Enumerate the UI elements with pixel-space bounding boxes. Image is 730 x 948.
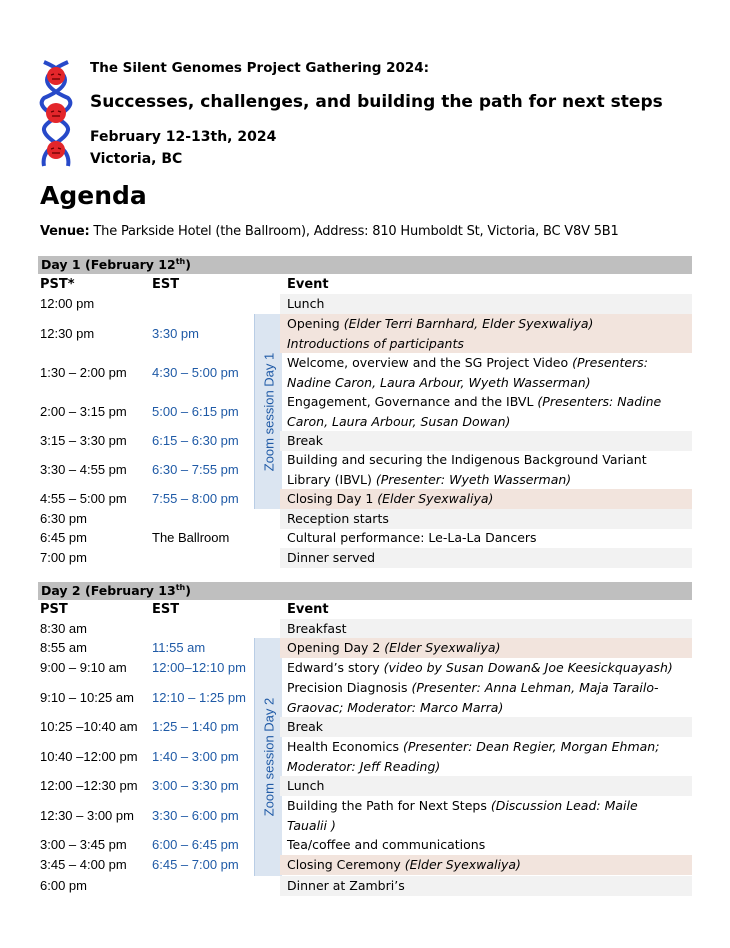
event-detail: (video by Susan Dowan& Joe Keesickquayash) — [383, 660, 673, 675]
event-text: Cultural performance: Le-La-La Dancers — [287, 530, 537, 545]
gathering-subtitle: Successes, challenges, and building the path for next steps — [90, 92, 663, 112]
event-detail: (Presenter: Dean Regier, Morgan Ehman; — [403, 739, 660, 754]
event-line — [287, 737, 692, 757]
event-text: Reception starts — [287, 511, 389, 526]
event-detail: (Presenter: Anna Lehman, Maja Tarailo- — [411, 680, 659, 695]
day2-row-pst: 10:25 –10:40 am — [40, 719, 138, 734]
event-line — [287, 334, 692, 354]
event-detail: (Elder Syexwaliya) — [404, 857, 521, 872]
day2-row-event — [280, 835, 692, 855]
day2-row-event — [280, 717, 692, 737]
day2-row-pst: 3:45 – 4:00 pm — [40, 857, 127, 872]
day2-title: Day 2 (February 13 — [41, 583, 176, 598]
event-line — [287, 678, 692, 698]
day1-col-pst: PST* — [40, 277, 75, 292]
day2-row-pst: 12:30 – 3:00 pm — [40, 808, 134, 823]
day1-row-est: 4:30 – 5:00 pm — [152, 365, 239, 380]
event-line — [287, 835, 692, 855]
event-line — [287, 638, 692, 658]
event-detail: Graovac; Moderator: Marco Marra) — [287, 699, 504, 715]
event-text: Lunch — [287, 778, 325, 793]
event-text: Engagement, Governance and the IBVL — [287, 394, 538, 409]
event-text: Opening — [287, 316, 344, 331]
day2-row-event — [280, 796, 692, 835]
day1-row-pst: 7:00 pm — [40, 550, 87, 565]
day1-title: Day 1 (February 12 — [41, 257, 176, 272]
day2-row-pst: 3:00 – 3:45 pm — [40, 837, 127, 852]
event-detail: (Elder Terri Barnhard, Elder Syexwaliya) — [343, 316, 594, 331]
event-line — [287, 658, 692, 678]
day1-row-pst: 1:30 – 2:00 pm — [40, 365, 127, 380]
day1-row-event — [280, 450, 692, 489]
event-text: Break — [287, 719, 324, 734]
day2-row-est: 12:00–12:10 pm — [152, 660, 246, 675]
gathering-location: Victoria, BC — [90, 151, 183, 167]
day2-row-est: 3:00 – 3:30 pm — [152, 778, 239, 793]
day1-row-est: 7:55 – 8:00 pm — [152, 491, 239, 506]
event-detail: Caron, Laura Arbour, Susan Dowan) — [287, 413, 511, 429]
event-line — [287, 392, 692, 412]
day1-row-est: 6:15 – 6:30 pm — [152, 433, 239, 448]
event-text: Closing Day 1 — [287, 491, 378, 506]
day2-title-close: ) — [185, 583, 191, 598]
event-text: Precision Diagnosis — [287, 680, 412, 695]
day1-row-est: 6:30 – 7:55 pm — [152, 462, 239, 477]
event-line — [287, 528, 692, 548]
day2-col-event: Event — [287, 602, 329, 617]
day2-row-pst: 9:00 – 9:10 am — [40, 660, 127, 675]
event-detail: (Discussion Lead: Maile — [490, 798, 638, 813]
day2-row-pst: 8:55 am — [40, 640, 87, 655]
gathering-title: The Silent Genomes Project Gathering 2024: — [90, 60, 430, 76]
day1-col-event: Event — [287, 277, 329, 292]
day2-title-sup: th — [175, 582, 186, 592]
venue-label: Venue: — [40, 224, 90, 239]
day1-row-est: 5:00 – 6:15 pm — [152, 404, 239, 419]
day1-row-pst: 6:45 pm — [40, 530, 87, 545]
day2-row-pst: 9:10 – 10:25 am — [40, 690, 134, 705]
day1-row-event — [280, 548, 692, 568]
day1-row-event — [280, 314, 692, 353]
day2-row-event — [280, 678, 692, 717]
event-detail: Nadine Caron, Laura Arbour, Wyeth Wasserman) — [287, 374, 591, 390]
gathering-dates: February 12-13th, 2024 — [90, 129, 277, 145]
day1-row-event — [280, 489, 692, 509]
day2-row-est: 1:40 – 3:00 pm — [152, 749, 239, 764]
event-text: Closing Ceremony — [287, 857, 405, 872]
event-detail: Taualii ) — [287, 817, 336, 833]
event-text: Tea/coffee and communications — [287, 837, 486, 852]
event-line — [287, 816, 692, 836]
event-detail: (Presenters: Nadine — [537, 394, 662, 409]
event-line — [287, 294, 692, 314]
event-detail: (Elder Syexwaliya) — [384, 640, 501, 655]
venue-text: The Parkside Hotel (the Ballroom), Address: 810 Humboldt St, Victoria, BC V8V 5B1 — [89, 224, 619, 239]
event-line — [287, 509, 692, 529]
event-text: Dinner at Zambri’s — [287, 878, 405, 893]
silent-genomes-logo-icon — [36, 58, 76, 168]
day1-row-event — [280, 392, 692, 431]
day2-col-est: EST — [152, 602, 180, 617]
event-detail: Moderator: Jeff Reading) — [287, 758, 441, 774]
event-text: Breakfast — [287, 621, 347, 636]
day2-row-pst: 8:30 am — [40, 621, 87, 636]
event-text: Building the Path for Next Steps — [287, 798, 491, 813]
event-line — [287, 489, 692, 509]
event-line — [287, 776, 692, 796]
venue-line — [40, 224, 619, 239]
event-text: Break — [287, 433, 324, 448]
day2-row-event — [280, 776, 692, 796]
event-line — [287, 717, 692, 737]
day1-row-pst: 3:15 – 3:30 pm — [40, 433, 127, 448]
event-line — [287, 619, 692, 639]
event-text: Opening Day 2 — [287, 640, 385, 655]
event-detail: (Elder Syexwaliya) — [377, 491, 494, 506]
day1-row-pst: 12:30 pm — [40, 326, 95, 341]
day1-header — [38, 256, 692, 274]
day2-zoom-band — [254, 638, 282, 876]
day1-row-event — [280, 294, 692, 314]
event-line — [287, 548, 692, 568]
event-line — [287, 470, 692, 490]
day2-col-pst: PST — [40, 602, 68, 617]
event-line — [287, 757, 692, 777]
day2-row-event — [280, 737, 692, 776]
day2-row-est: 11:55 am — [152, 640, 206, 655]
day1-zoom-band — [254, 314, 282, 509]
event-line — [287, 373, 692, 393]
day2-zoom-label: Zoom session Day 2 — [261, 697, 276, 817]
day1-row-event — [280, 353, 692, 392]
day1-zoom-label: Zoom session Day 1 — [261, 352, 276, 471]
day1-col-est: EST — [152, 277, 180, 292]
event-text: Health Economics — [287, 739, 404, 754]
event-line — [287, 698, 692, 718]
day2-row-est: 3:30 – 6:00 pm — [152, 808, 239, 823]
day1-row-event — [280, 528, 692, 548]
event-line — [287, 876, 692, 896]
event-detail: Introductions of participants — [287, 335, 464, 351]
day2-row-pst: 6:00 pm — [40, 878, 87, 893]
event-line — [287, 412, 692, 432]
event-line — [287, 855, 692, 875]
day2-row-pst: 12:00 –12:30 pm — [40, 778, 138, 793]
day2-row-event — [280, 619, 692, 639]
day1-row-pst: 2:00 – 3:15 pm — [40, 404, 127, 419]
event-text: Edward’s story — [287, 660, 384, 675]
day2-row-event — [280, 855, 692, 875]
day2-row-est: 12:10 – 1:25 pm — [152, 690, 246, 705]
event-text: Dinner served — [287, 550, 376, 565]
day1-row-pst: 6:30 pm — [40, 511, 87, 526]
event-detail: (Presenter: Wyeth Wasserman) — [375, 471, 572, 487]
event-detail: (Presenters: — [572, 355, 648, 370]
day1-row-est: 3:30 pm — [152, 326, 199, 341]
day1-row-pst: 4:55 – 5:00 pm — [40, 491, 127, 506]
day2-row-est: 6:45 – 7:00 pm — [152, 857, 239, 872]
event-line — [287, 314, 692, 334]
day2-row-event — [280, 876, 692, 896]
event-line — [287, 353, 692, 373]
event-text: Building and securing the Indigenous Background Variant — [287, 452, 647, 467]
day2-row-event — [280, 658, 692, 678]
event-line — [287, 450, 692, 470]
day1-row-pst: 12:00 pm — [40, 296, 95, 311]
agenda-heading: Agenda — [40, 181, 147, 210]
day1-row-pst: 3:30 – 4:55 pm — [40, 462, 127, 477]
event-line — [287, 796, 692, 816]
day2-header — [38, 582, 692, 600]
day2-row-event — [280, 638, 692, 658]
day2-row-est: 6:00 – 6:45 pm — [152, 837, 239, 852]
day1-title-close: ) — [185, 257, 191, 272]
event-line — [287, 431, 692, 451]
day2-row-pst: 10:40 –12:00 pm — [40, 749, 138, 764]
event-text: Library (IBVL) — [287, 471, 376, 487]
day1-title-sup: th — [175, 256, 186, 266]
day1-row-est: The Ballroom — [152, 530, 230, 545]
day1-row-event — [280, 431, 692, 451]
day1-row-event — [280, 509, 692, 529]
day2-row-est: 1:25 – 1:40 pm — [152, 719, 239, 734]
event-text: Welcome, overview and the SG Project Video — [287, 355, 573, 370]
event-text: Lunch — [287, 296, 325, 311]
